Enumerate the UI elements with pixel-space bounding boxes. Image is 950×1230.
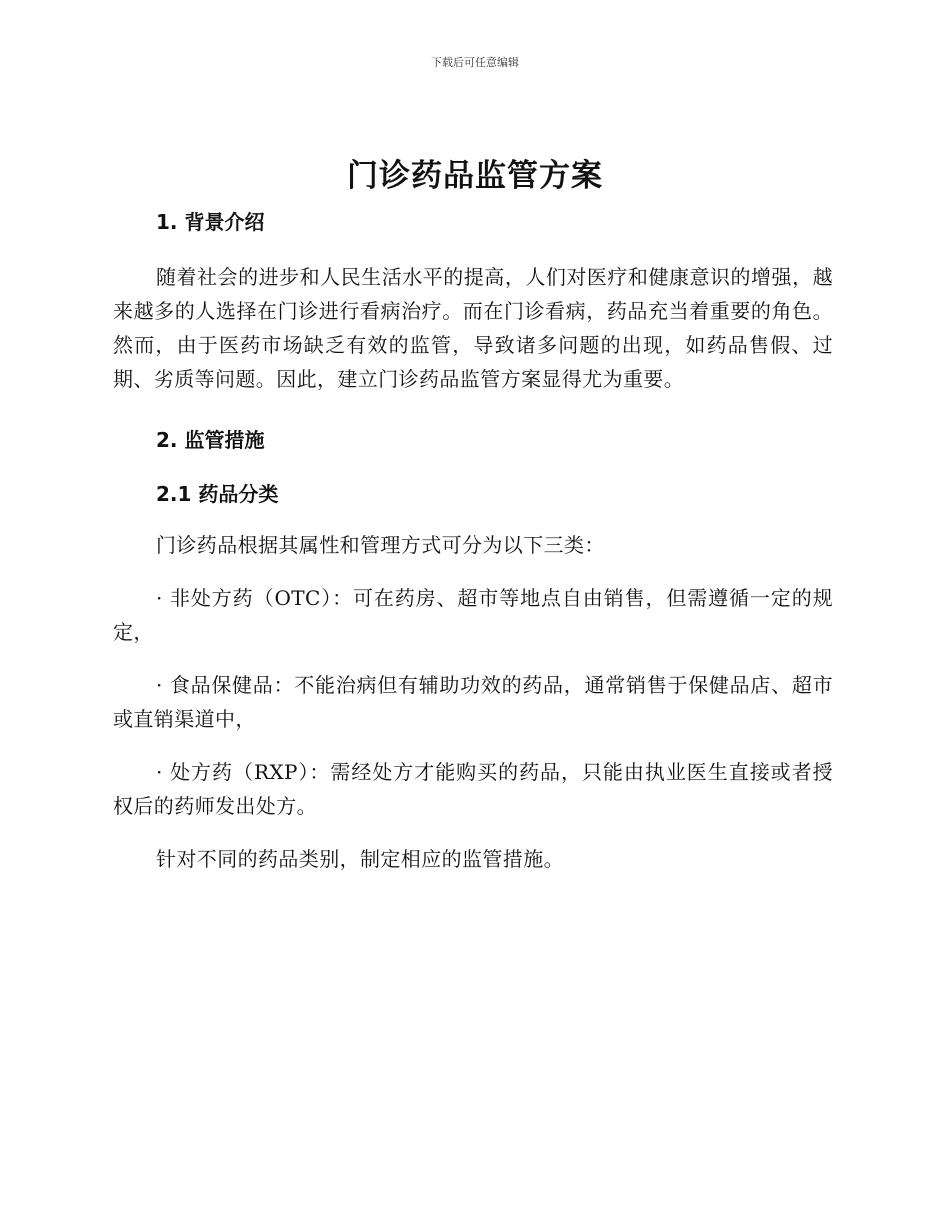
section-heading-measures: 2. 监管措施 [156, 428, 265, 452]
list-item-rxp: · 处方药（RXP）：需经处方才能购买的药品，只能由执业医生直接或者授权后的药师发出处方。 [113, 760, 833, 818]
header-note: 下载后可任意编辑 [431, 56, 519, 69]
classification-intro: 门诊药品根据其属性和管理方式可分为以下三类： [156, 533, 605, 557]
list-item-otc: · 非处方药（OTC）：可在药房、超市等地点自由销售，但需遵循一定的规定， [113, 586, 833, 644]
document-title: 门诊药品监管方案 [347, 158, 603, 194]
subsection-heading-classification: 2.1 药品分类 [156, 482, 279, 506]
list-item-health-food: · 食品保健品：不能治病但有辅助功效的药品，通常销售于保健品店、超市或直销渠道中， [113, 673, 833, 731]
section-heading-background: 1. 背景介绍 [156, 210, 265, 234]
background-paragraph: 随着社会的进步和人民生活水平的提高，人们对医疗和健康意识的增强，越来越多的人选择在门诊进行看病治疗。而在门诊看病，药品充当着重要的角色。然而，由于医药市场缺乏有效的监管，导致诸多问题的出现，如药品售假、过期、劣质等问题。因此，建立门诊药品监管方案显得尤为重要。 [113, 265, 833, 391]
closing-paragraph: 针对不同的药品类别，制定相应的监管措施。 [156, 847, 564, 871]
document-body [113, 200, 833, 876]
